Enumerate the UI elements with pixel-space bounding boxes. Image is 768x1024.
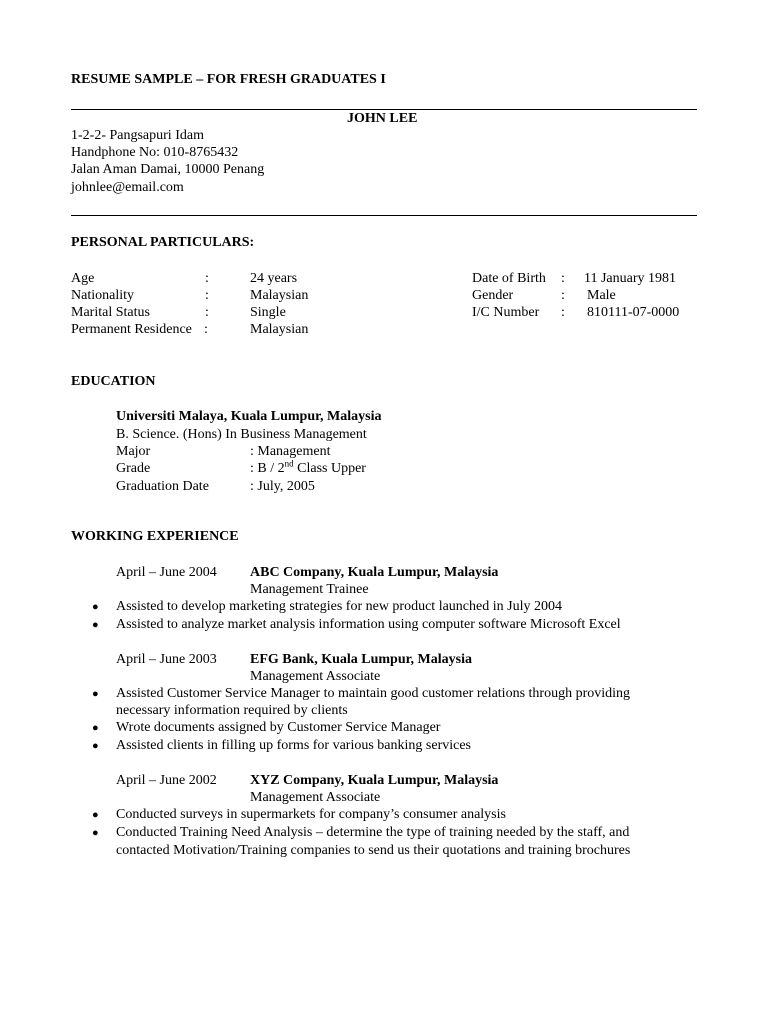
grade-value bbox=[250, 460, 366, 477]
contact-address-line-2: Jalan Aman Damai, 10000 Penang bbox=[71, 162, 265, 177]
bullet-marker: ● bbox=[92, 809, 99, 821]
major-label: Major bbox=[116, 444, 151, 459]
marital-status-value: Single bbox=[250, 305, 286, 320]
job-role: Management Associate bbox=[250, 790, 381, 805]
job-role: Management Trainee bbox=[250, 582, 369, 597]
job-bullet-text: Wrote documents assigned by Customer Service Manager bbox=[116, 720, 441, 735]
experience-heading: WORKING EXPERIENCE bbox=[71, 529, 239, 544]
major-value: : Management bbox=[250, 444, 331, 459]
candidate-name: JOHN LEE bbox=[347, 111, 418, 126]
age-sep: : bbox=[205, 271, 209, 286]
nationality-value: Malaysian bbox=[250, 288, 309, 303]
contact-phone: Handphone No: 010-8765432 bbox=[71, 145, 239, 160]
dob-sep: : bbox=[561, 271, 565, 286]
job-bullet-text: Conducted Training Need Analysis – determine the type of training needed by the staff, and bbox=[116, 825, 630, 840]
education-institution: Universiti Malaya, Kuala Lumpur, Malaysia bbox=[116, 409, 382, 424]
contact-address-line-1: 1-2-2- Pangsapuri Idam bbox=[71, 128, 204, 143]
bullet-marker: ● bbox=[92, 601, 99, 613]
job-period: April – June 2002 bbox=[116, 773, 217, 788]
education-heading: EDUCATION bbox=[71, 374, 156, 389]
grade-value-suffix: Class Upper bbox=[293, 461, 366, 476]
ic-sep: : bbox=[561, 305, 565, 320]
grade-label: Grade bbox=[116, 461, 151, 476]
education-degree: B. Science. (Hons) In Business Management bbox=[116, 427, 367, 442]
bullet-marker: ● bbox=[92, 688, 99, 700]
bullet-marker: ● bbox=[92, 740, 99, 752]
gender-label: Gender bbox=[472, 288, 514, 303]
residence-label: Permanent Residence bbox=[71, 322, 192, 337]
nationality-sep: : bbox=[205, 288, 209, 303]
job-period: April – June 2004 bbox=[116, 565, 217, 580]
gender-value: Male bbox=[587, 288, 616, 303]
job-bullet-text-continued: contacted Motivation/Training companies to send us their quotations and training brochures bbox=[116, 843, 631, 858]
age-value: 24 years bbox=[250, 271, 298, 286]
graduation-date-value: : July, 2005 bbox=[250, 479, 315, 494]
job-bullet-text-continued: necessary information required by clients bbox=[116, 703, 348, 718]
bullet-marker: ● bbox=[92, 619, 99, 631]
grade-value-prefix: : B / 2 bbox=[250, 461, 285, 476]
document-title: RESUME SAMPLE – FOR FRESH GRADUATES I bbox=[71, 72, 386, 87]
dob-label: Date of Birth bbox=[472, 271, 546, 286]
gender-sep: : bbox=[561, 288, 565, 303]
job-bullet-text: Assisted to analyze market analysis information using computer software Microsoft Excel bbox=[116, 617, 621, 632]
job-bullet-text: Assisted Customer Service Manager to maintain good customer relations through providing bbox=[116, 686, 631, 701]
job-bullet-text: Assisted to develop marketing strategies for new product launched in July 2004 bbox=[116, 599, 562, 614]
personal-heading: PERSONAL PARTICULARS: bbox=[71, 235, 255, 250]
job-role: Management Associate bbox=[250, 669, 381, 684]
marital-status-sep: : bbox=[205, 305, 209, 320]
marital-status-label: Marital Status bbox=[71, 305, 150, 320]
residence-value: Malaysian bbox=[250, 322, 309, 337]
job-company: ABC Company, Kuala Lumpur, Malaysia bbox=[250, 565, 499, 580]
ic-value: 810111-07-0000 bbox=[587, 305, 680, 320]
graduation-date-label: Graduation Date bbox=[116, 479, 209, 494]
ic-label: I/C Number bbox=[472, 305, 540, 320]
nationality-label: Nationality bbox=[71, 288, 134, 303]
job-bullet-text: Conducted surveys in supermarkets for company’s consumer analysis bbox=[116, 807, 506, 822]
bullet-marker: ● bbox=[92, 827, 99, 839]
contact-divider bbox=[71, 215, 697, 216]
residence-sep: : bbox=[204, 322, 208, 337]
grade-value-ordinal: nd bbox=[284, 458, 294, 469]
contact-email: johnlee@email.com bbox=[71, 180, 184, 195]
job-company: EFG Bank, Kuala Lumpur, Malaysia bbox=[250, 652, 472, 667]
job-bullet-text: Assisted clients in filling up forms for various banking services bbox=[116, 738, 471, 753]
bullet-marker: ● bbox=[92, 722, 99, 734]
job-period: April – June 2003 bbox=[116, 652, 217, 667]
job-company: XYZ Company, Kuala Lumpur, Malaysia bbox=[250, 773, 499, 788]
age-label: Age bbox=[71, 271, 95, 286]
dob-value: 11 January 1981 bbox=[584, 271, 677, 286]
